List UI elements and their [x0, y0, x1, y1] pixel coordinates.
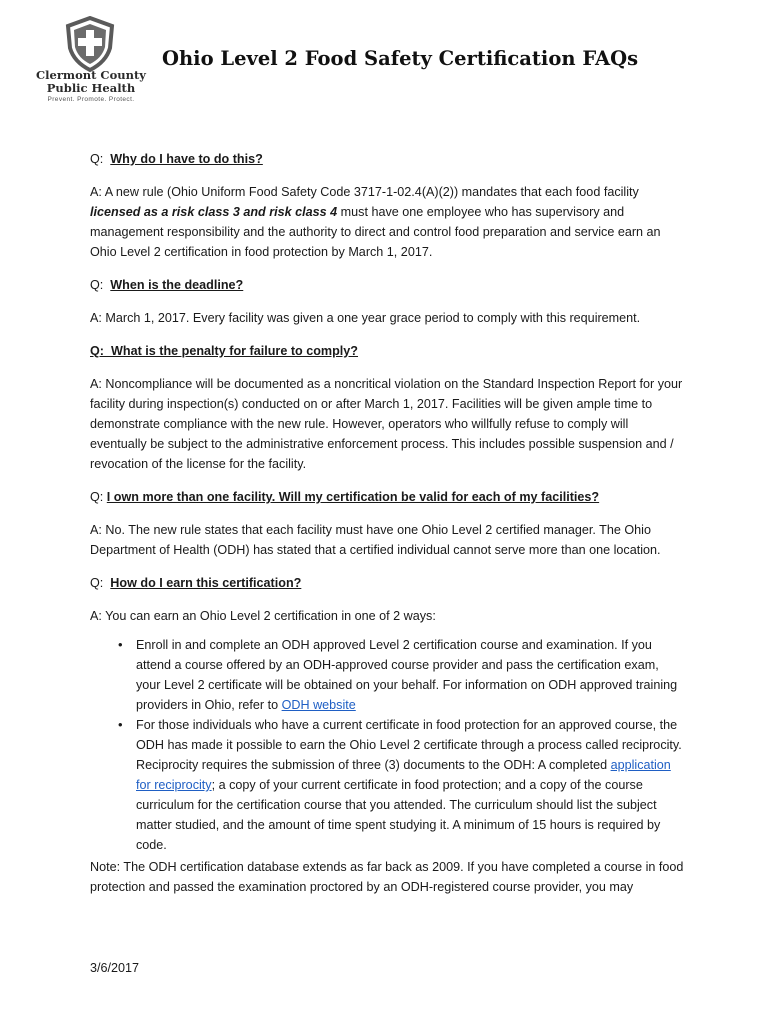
footer-date: 3/6/2017 — [90, 961, 140, 975]
answer-text: must have one employee who has supervisory and management responsibility and the authority to direct and control food preparation and service earn an Ohio Level 2 certification in food protection by March 1, 2017. — [90, 205, 661, 259]
question-text: What is the penalty for failure to comply? — [111, 344, 359, 358]
question-prefix: Q: — [90, 278, 104, 292]
faq-answer: A: March 1, 2017. Every facility was given a one year grace period to comply with this requirement. — [90, 311, 641, 325]
faq-question — [90, 275, 686, 295]
faq-answer: A: You can earn an Ohio Level 2 certification in one of 2 ways: — [90, 609, 436, 623]
question-prefix: Q: — [90, 344, 104, 358]
question-prefix: Q: — [90, 576, 104, 590]
question-text: Why do I have to do this? — [110, 152, 263, 166]
question-text: When is the deadline? — [110, 278, 244, 292]
list-item — [136, 635, 686, 715]
faq-answer — [90, 182, 686, 262]
list-item-text: Enroll in and complete an ODH approved Level 2 certification course and examination. If you attend a course offered by an ODH-approved course provider and pass the certification exam, your Level 2 certificate will be obtained on your behalf. For information on ODH approved training providers in Ohio, refer to — [136, 638, 678, 712]
certification-methods-list — [90, 635, 686, 855]
faq-question — [90, 573, 686, 593]
note-paragraph: Note: The ODH certification database extends as far back as 2009. If you have completed a course in food protection and passed the examination proctored by an ODH-registered course provider, you may — [90, 860, 684, 894]
faq-question — [90, 341, 686, 361]
faq-question — [90, 487, 686, 507]
faq-question — [90, 149, 686, 169]
logo-text-public-health: Public Health — [46, 81, 136, 95]
answer-text: A: A new rule (Ohio Uniform Food Safety Code 3717-1-02.4(A)(2)) mandates that each food facility — [90, 185, 639, 199]
answer-emphasis: licensed as a risk class 3 and risk class 4 — [90, 205, 338, 219]
question-text: I own more than one facility. Will my certification be valid for each of my facilities? — [106, 490, 600, 504]
reciprocity-application-link[interactable]: application for reciprocity — [136, 758, 671, 792]
faq-answer: A: Noncompliance will be documented as a noncritical violation on the Standard Inspection Report for your facility during inspection(s) conducted on or after March 1, 2017. Facilities will be given ample time to demonstrate compliance with the new rule. However, operators who willfully refuse to comply will eventually be subject to the administrative enforcement process. This includes possible suspension and / revocation of the license for the facility. — [90, 377, 683, 471]
question-full — [90, 344, 358, 358]
shield-cross-icon — [64, 16, 116, 72]
logo-text-county: Clermont County — [36, 68, 146, 82]
faq-answer: A: No. The new rule states that each facility must have one Ohio Level 2 certified manager. The Ohio Department of Health (ODH) has stated that a certified individual cannot serve more than one location. — [90, 523, 661, 557]
question-prefix: Q: — [90, 152, 104, 166]
clermont-county-logo — [36, 16, 146, 102]
odh-website-link[interactable]: ODH website — [281, 698, 356, 712]
faq-content — [90, 149, 686, 897]
list-item-text: For those individuals who have a current certificate in food protection for an approved course, the ODH has made it possible to earn the Ohio Level 2 certificate through a process called reciprocity. Reciprocity requires the submission of three (3) documents to the ODH: A completed — [136, 718, 682, 772]
question-text: How do I earn this certification? — [110, 576, 302, 590]
list-item-text: ; a copy of your current certificate in food protection; and a copy of the course curriculum for the certification course that you attended. The curriculum should list the subject matter studied, and the amount of time spent studying it. A minimum of 15 hours is required by code. — [136, 778, 661, 852]
page-title: Ohio Level 2 Food Safety Certification FAQs — [162, 47, 639, 70]
logo-tagline: Prevent. Promote. Protect. — [47, 96, 135, 103]
question-prefix: Q: — [90, 490, 104, 504]
list-item — [136, 715, 686, 855]
